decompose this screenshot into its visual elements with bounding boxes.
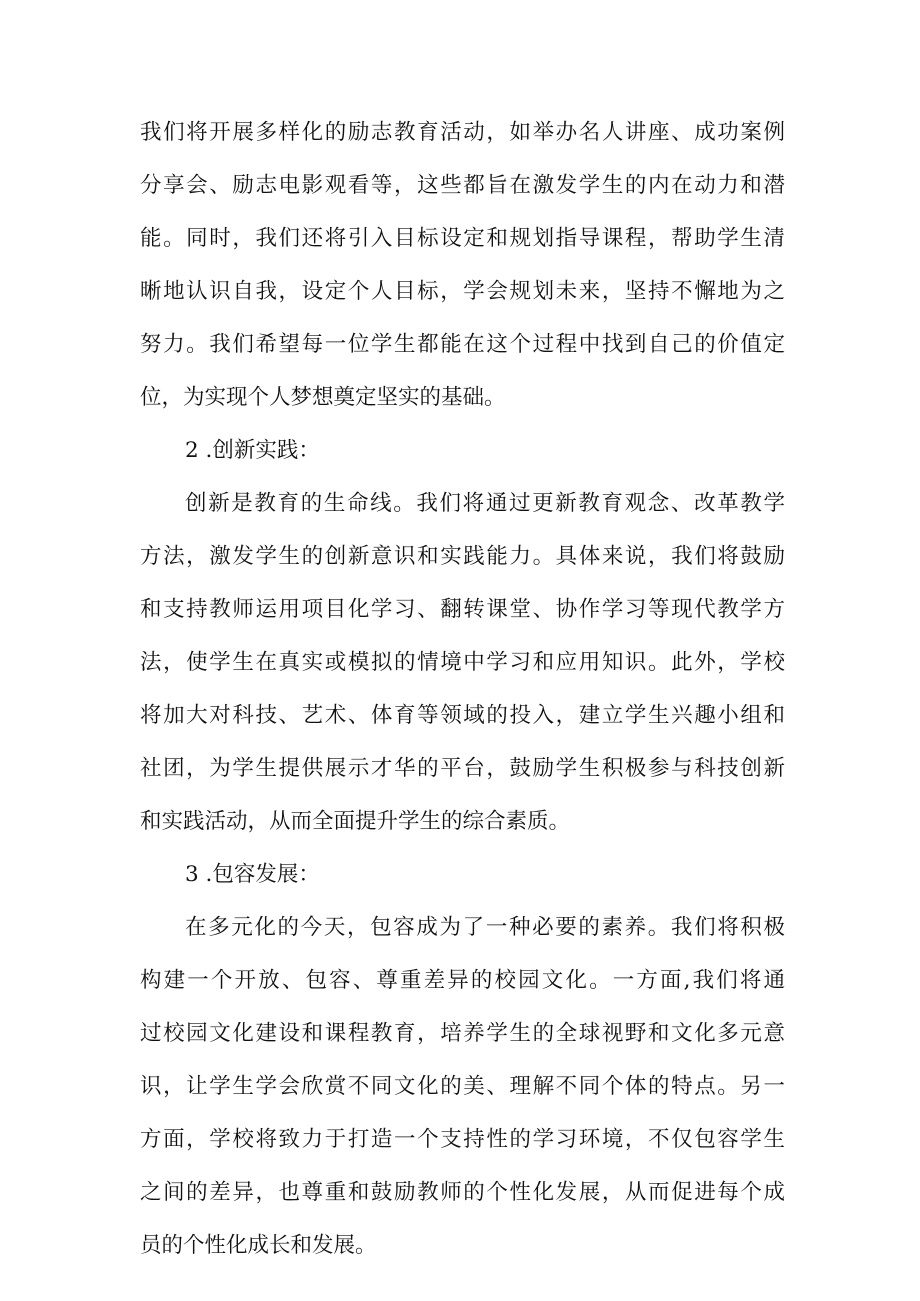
paragraph-line: 方法，激发学生的创新意识和实践能力。具体来说，我们将鼓励 [140,544,785,569]
paragraph-line: 法，使学生在真实或模拟的情境中学习和应用知识。此外，学校 [140,650,785,675]
document-body [140,106,785,1272]
paragraph-line: 能。同时，我们还将引入目标设定和规划指导课程，帮助学生清 [140,226,785,251]
paragraph-line: 方面，学校将致力于打造一个支持性的学习环境，不仅包容学生 [140,1127,785,1152]
paragraph-line: 努力。我们希望每一位学生都能在这个过程中找到自己的价值定 [140,332,785,357]
paragraph-line: 社团，为学生提供展示才华的平台，鼓励学生积极参与科技创新 [140,756,785,781]
paragraph-line: 员的个性化成长和发展。 [140,1233,377,1258]
paragraph-inclusive-development [140,901,785,1272]
paragraph-line: 创新是教育的生命线。我们将通过更新教育观念、改革教学 [185,491,785,516]
paragraph-line: 过校园文化建设和课程教育，培养学生的全球视野和文化多元意 [140,1021,785,1046]
paragraph-line: 分享会、励志电影观看等，这些都旨在激发学生的内在动力和潜 [140,173,785,198]
paragraph-line: 和支持教师运用项目化学习、翻转课堂、协作学习等现代教学方 [140,597,785,622]
paragraph-line: 将加大对科技、艺术、体育等领域的投入，建立学生兴趣小组和 [140,703,785,728]
section-heading-innovation-practice: 2 .创新实践： [185,438,320,463]
paragraph-line: 构建一个开放、包容、尊重差异的校园文化。一方面,我们将通 [140,968,785,993]
section-heading-inclusive-development: 3 .包容发展： [185,862,320,887]
paragraph-line: 识，让学生学会欣赏不同文化的美、理解不同个体的特点。另一 [140,1074,785,1099]
paragraph-line: 位，为实现个人梦想奠定坚实的基础。 [140,385,506,410]
paragraph-line: 晰地认识自我，设定个人目标，学会规划未来，坚持不懈地为之 [140,279,785,304]
paragraph-line: 和实践活动，从而全面提升学生的综合素质。 [140,809,571,834]
paragraph-line: 我们将开展多样化的励志教育活动，如举办名人讲座、成功案例 [140,120,785,145]
paragraph-innovation-practice [140,477,785,848]
paragraph-line: 在多元化的今天，包容成为了一种必要的素养。我们将积极 [185,915,785,940]
paragraph-motivation-education [140,106,785,424]
paragraph-line: 之间的差异，也尊重和鼓励教师的个性化发展，从而促进每个成 [140,1180,785,1205]
